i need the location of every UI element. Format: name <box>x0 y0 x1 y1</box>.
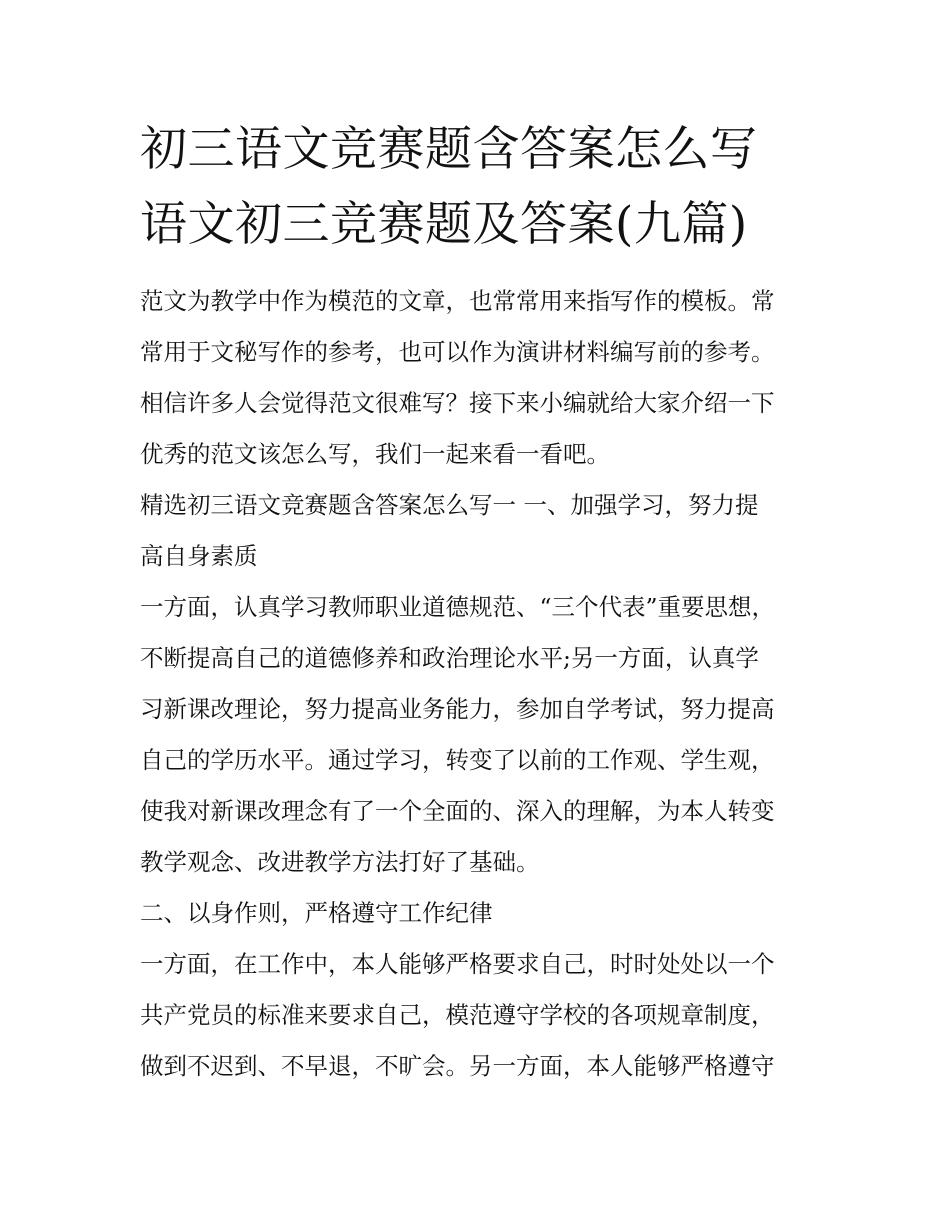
body-line: 不断提高自己的道德修养和政治理论水平;另一方面，认真学 <box>140 644 759 672</box>
body-line: 精选初三语文竞赛题含答案怎么写一 一、加强学习，努力提 <box>140 491 759 519</box>
body-line: 一方面，在工作中，本人能够严格要求自己，时时处处以一个 <box>140 950 775 978</box>
body-line: 二、以身作则，严格遵守工作纪律 <box>140 899 493 927</box>
body-line: 高自身素质 <box>140 542 258 570</box>
title-line: 语文初三竞赛题及答案(九篇) <box>140 197 748 252</box>
title-line: 初三语文竞赛题含答案怎么写 <box>140 122 758 177</box>
body-line: 习新课改理论，努力提高业务能力，参加自学考试，努力提高 <box>140 695 775 723</box>
body-line: 教学观念、改进教学方法打好了基础。 <box>140 848 540 876</box>
document-body <box>140 276 820 1092</box>
body-line: 共产党员的标准来要求自己，模范遵守学校的各项规章制度， <box>140 1001 775 1029</box>
body-line: 自己的学历水平。通过学习，转变了以前的工作观、学生观， <box>140 746 775 774</box>
document-title <box>140 112 820 262</box>
body-line: 常用于文秘写作的参考，也可以作为演讲材料编写前的参考。 <box>140 338 775 366</box>
body-line: 相信许多人会觉得范文很难写？接下来小编就给大家介绍一下 <box>140 389 775 417</box>
body-line: 使我对新课改理念有了一个全面的、深入的理解，为本人转变 <box>140 797 775 825</box>
body-line: 范文为教学中作为模范的文章，也常常用来指写作的模板。常 <box>140 287 775 315</box>
body-line: 做到不迟到、不早退，不旷会。另一方面，本人能够严格遵守 <box>140 1052 775 1080</box>
body-line: 优秀的范文该怎么写，我们一起来看一看吧。 <box>140 440 610 468</box>
body-line: 一方面，认真学习教师职业道德规范、“三个代表”重要思想， <box>140 593 776 621</box>
